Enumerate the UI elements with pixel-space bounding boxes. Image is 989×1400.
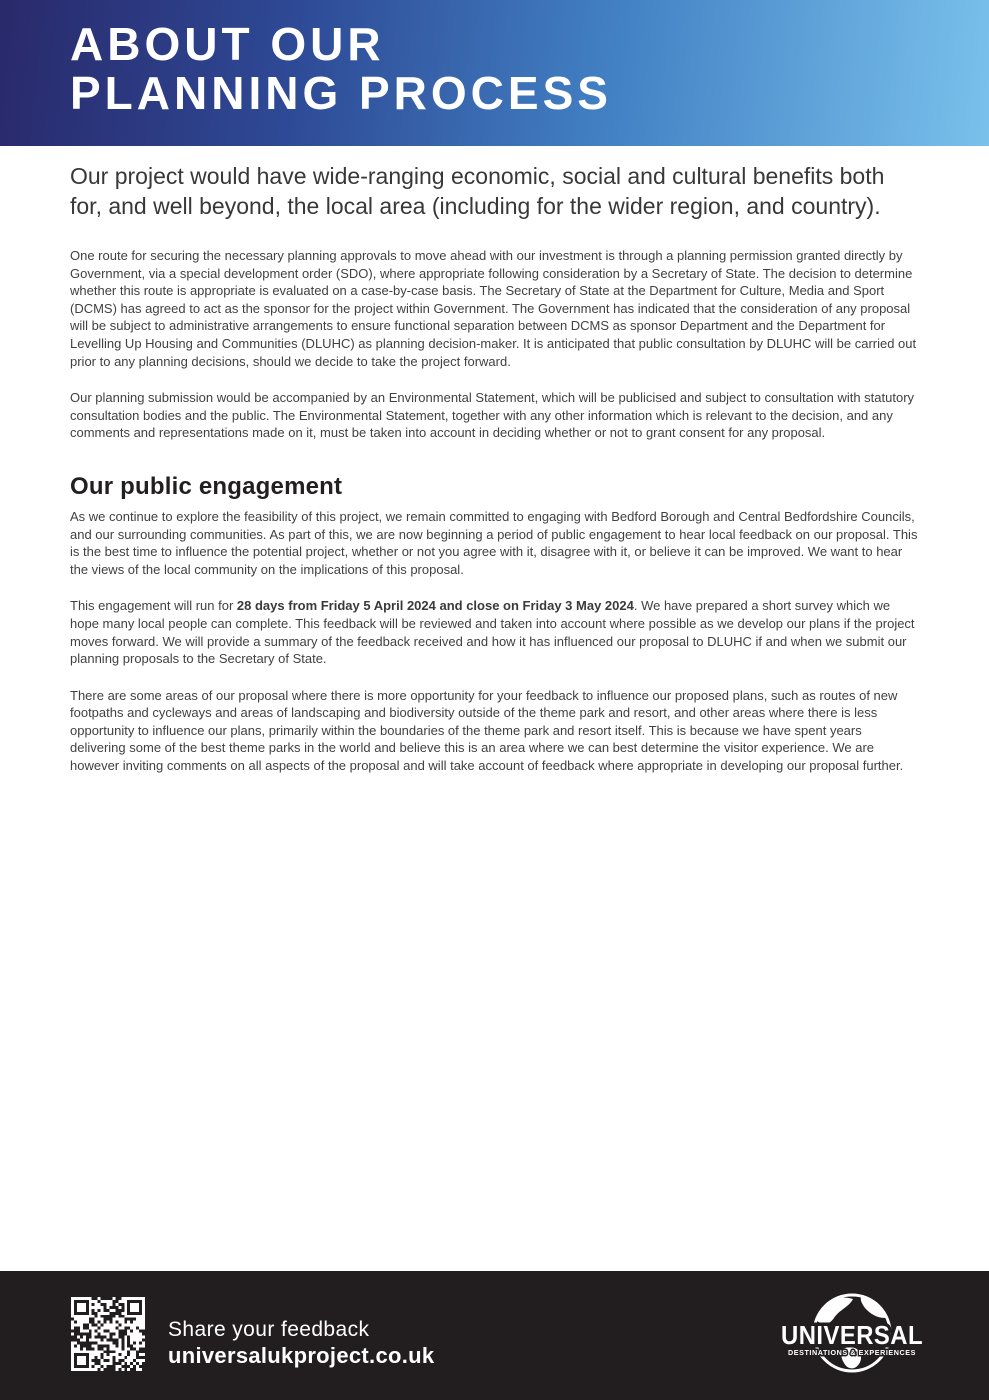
footer-bar xyxy=(0,1271,989,1400)
engagement-paragraph-3: There are some areas of our proposal where there is more opportunity for your feedback to influence our proposed plans, such as routes of new footpaths and cycleways and areas of landscaping and biodiversity outside of the theme park and resort, and other areas where there is less opportunity to influence our plans, primarily within the boundaries of the theme park and resort itself. This is because we have spent years delivering some of the best theme parks in the world and believe this is an area where we can best determine the visitor experience. We are however inviting comments on all aspects of the proposal and will take account of feedback where appropriate in developing our proposal further. xyxy=(70,687,904,774)
planning-paragraph-1: One route for securing the necessary planning approvals to move ahead with our investment is through a planning permission granted directly by Government, via a special development order (SDO), where appropriate following consideration by a Secretary of State. The decision to determine whether this route is appropriate is evaluated on a case-by-case basis. The Secretary of State at the Department for Culture, Media and Sport (DCMS) has agreed to act as the sponsor for the project within Government. The Government has indicated that the consideration of any proposal will be subject to administrative arrangements to ensure functional separation between DCMS as sponsor Department and the Department for Levelling Up Housing and Communities (DLUHC) as planning decision-maker. It is anticipated that public consultation by DLUHC will be carried out prior to any planning decisions, should we decide to take the project forward. xyxy=(70,248,917,369)
main-content xyxy=(0,161,989,775)
share-feedback-label: Share your feedback xyxy=(168,1318,370,1341)
page-title xyxy=(70,20,919,118)
universal-logo xyxy=(767,1275,937,1395)
page-title-line1: ABOUT OUR xyxy=(70,18,385,70)
logo-tagline-text: DESTINATIONS & EXPERIENCES xyxy=(788,1348,916,1357)
planning-paragraph-2: Our planning submission would be accompanied by an Environmental Statement, which will be publicised and subject to consultation with statutory consultation bodies and the public. The Environmental Statement, together with any other information which is relevant to the decision, and any comments and representations made on it, must be taken into account in deciding whether or not to grant consent for any proposal. xyxy=(70,390,915,441)
intro-text: Our project would have wide-ranging economic, social and cultural benefits both for, and well beyond, the local area (including for the wider region, and country). xyxy=(70,163,885,219)
logo-brand-text: UNIVERSAL xyxy=(781,1320,923,1350)
page-title-line2: PLANNING PROCESS xyxy=(70,67,612,119)
section-heading-public-engagement: Our public engagement xyxy=(70,472,343,500)
qr-code-icon xyxy=(71,1297,145,1371)
feedback-url-text: universalukproject.co.uk xyxy=(168,1343,435,1368)
engagement-dates-post: . We have prepared a short survey which we hope many local people can complete. This feedback will be reviewed and taken into account where possible as we develop our plans if the project moves forward. We will provide a summary of the feedback received and how it has influenced our proposal to DLUHC if and when we submit our planning proposals to the Secretary of State. xyxy=(70,598,915,667)
footer-feedback-block xyxy=(168,1317,434,1369)
engagement-paragraph-2 xyxy=(70,597,919,667)
engagement-dates-bold: 28 days from Friday 5 April 2024 and close on Friday 3 May 2024 xyxy=(236,598,634,614)
engagement-dates-pre: This engagement will run for xyxy=(70,598,237,614)
engagement-paragraph-1: As we continue to explore the feasibility of this project, we remain committed to engaging with Bedford Borough and Central Bedfordshire Councils, and our surrounding communities. As part of this, we are now beginning a period of public engagement to hear local feedback on our proposal. This is the best time to influence the potential project, whether or not you agree with it, disagree with it, or believe it can be improved. We want to hear the views of the local community on the implications of this proposal. xyxy=(70,508,918,577)
header-banner xyxy=(0,0,989,146)
